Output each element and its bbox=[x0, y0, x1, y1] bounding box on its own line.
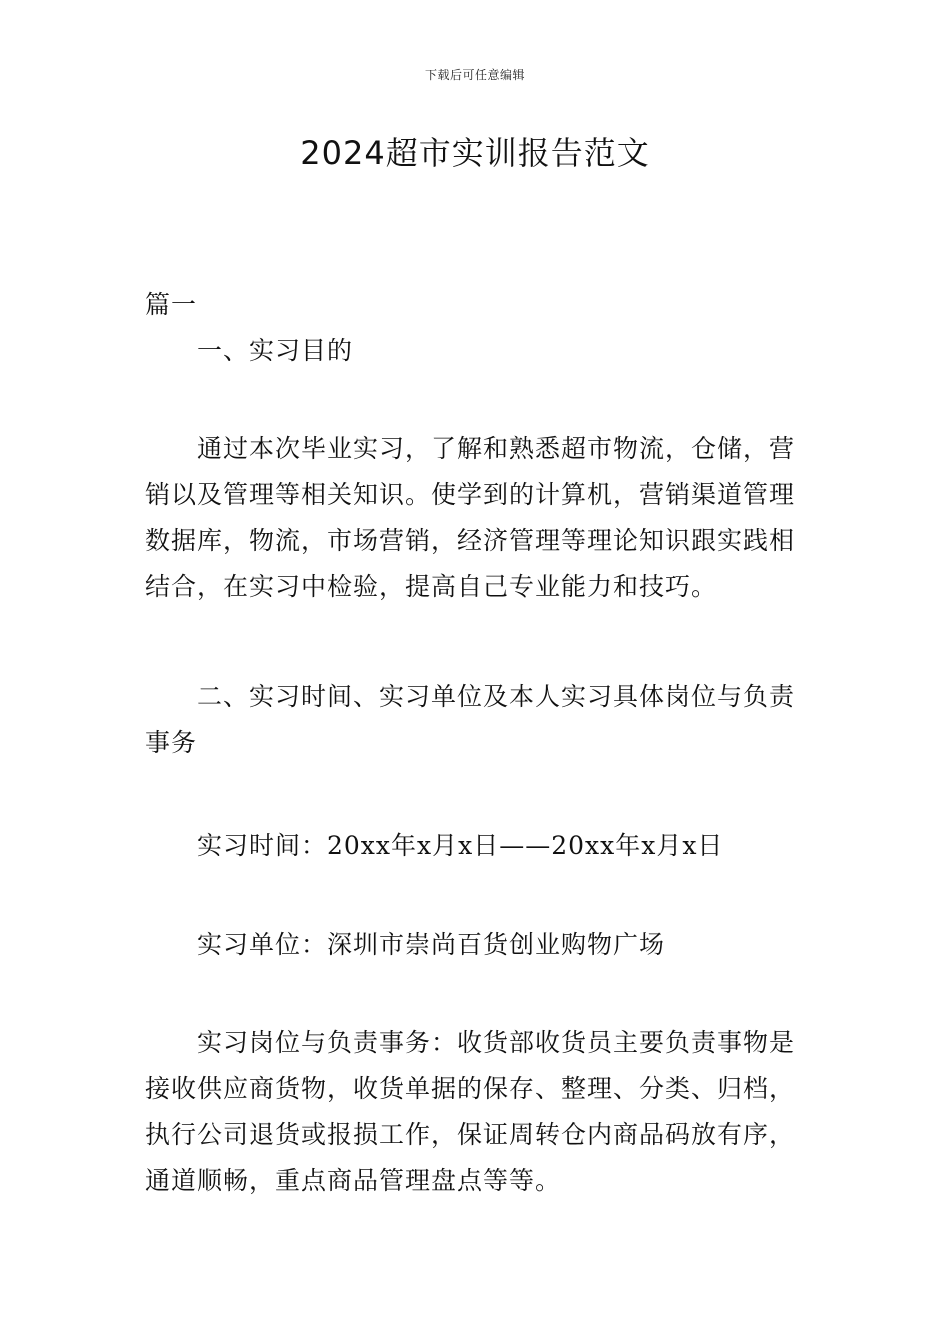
internship-unit: 实习单位：深圳市崇尚百货创业购物广场 bbox=[197, 930, 666, 959]
header-note: 下载后可任意编辑 bbox=[424, 68, 525, 82]
heading-purpose: 一、实习目的 bbox=[197, 336, 354, 365]
heading-time-unit-duties: 二、实习时间、实习单位及本人实习具体岗位与负责事务 bbox=[145, 682, 796, 757]
document-title: 2024超市实训报告范文 bbox=[300, 134, 650, 172]
paragraph-duties: 实习岗位与负责事务：收货部收货员主要负责事物是接收供应商货物，收货单据的保存、整理、分类、归档，执行公司退货或报损工作，保证周转仓内商品码放有序，通道顺畅，重点商品管理盘点等等。 bbox=[145, 1028, 796, 1195]
internship-time: 实习时间：20xx年x月x日——20xx年x月x日 bbox=[197, 831, 724, 860]
paragraph-purpose: 通过本次毕业实习，了解和熟悉超市物流，仓储，营销以及管理等相关知识。使学到的计算机，营销渠道管理数据库，物流，市场营销，经济管理等理论知识跟实践相结合，在实习中检验，提高自己专业能力和技巧。 bbox=[145, 434, 796, 601]
section-label: 篇一 bbox=[145, 290, 198, 319]
